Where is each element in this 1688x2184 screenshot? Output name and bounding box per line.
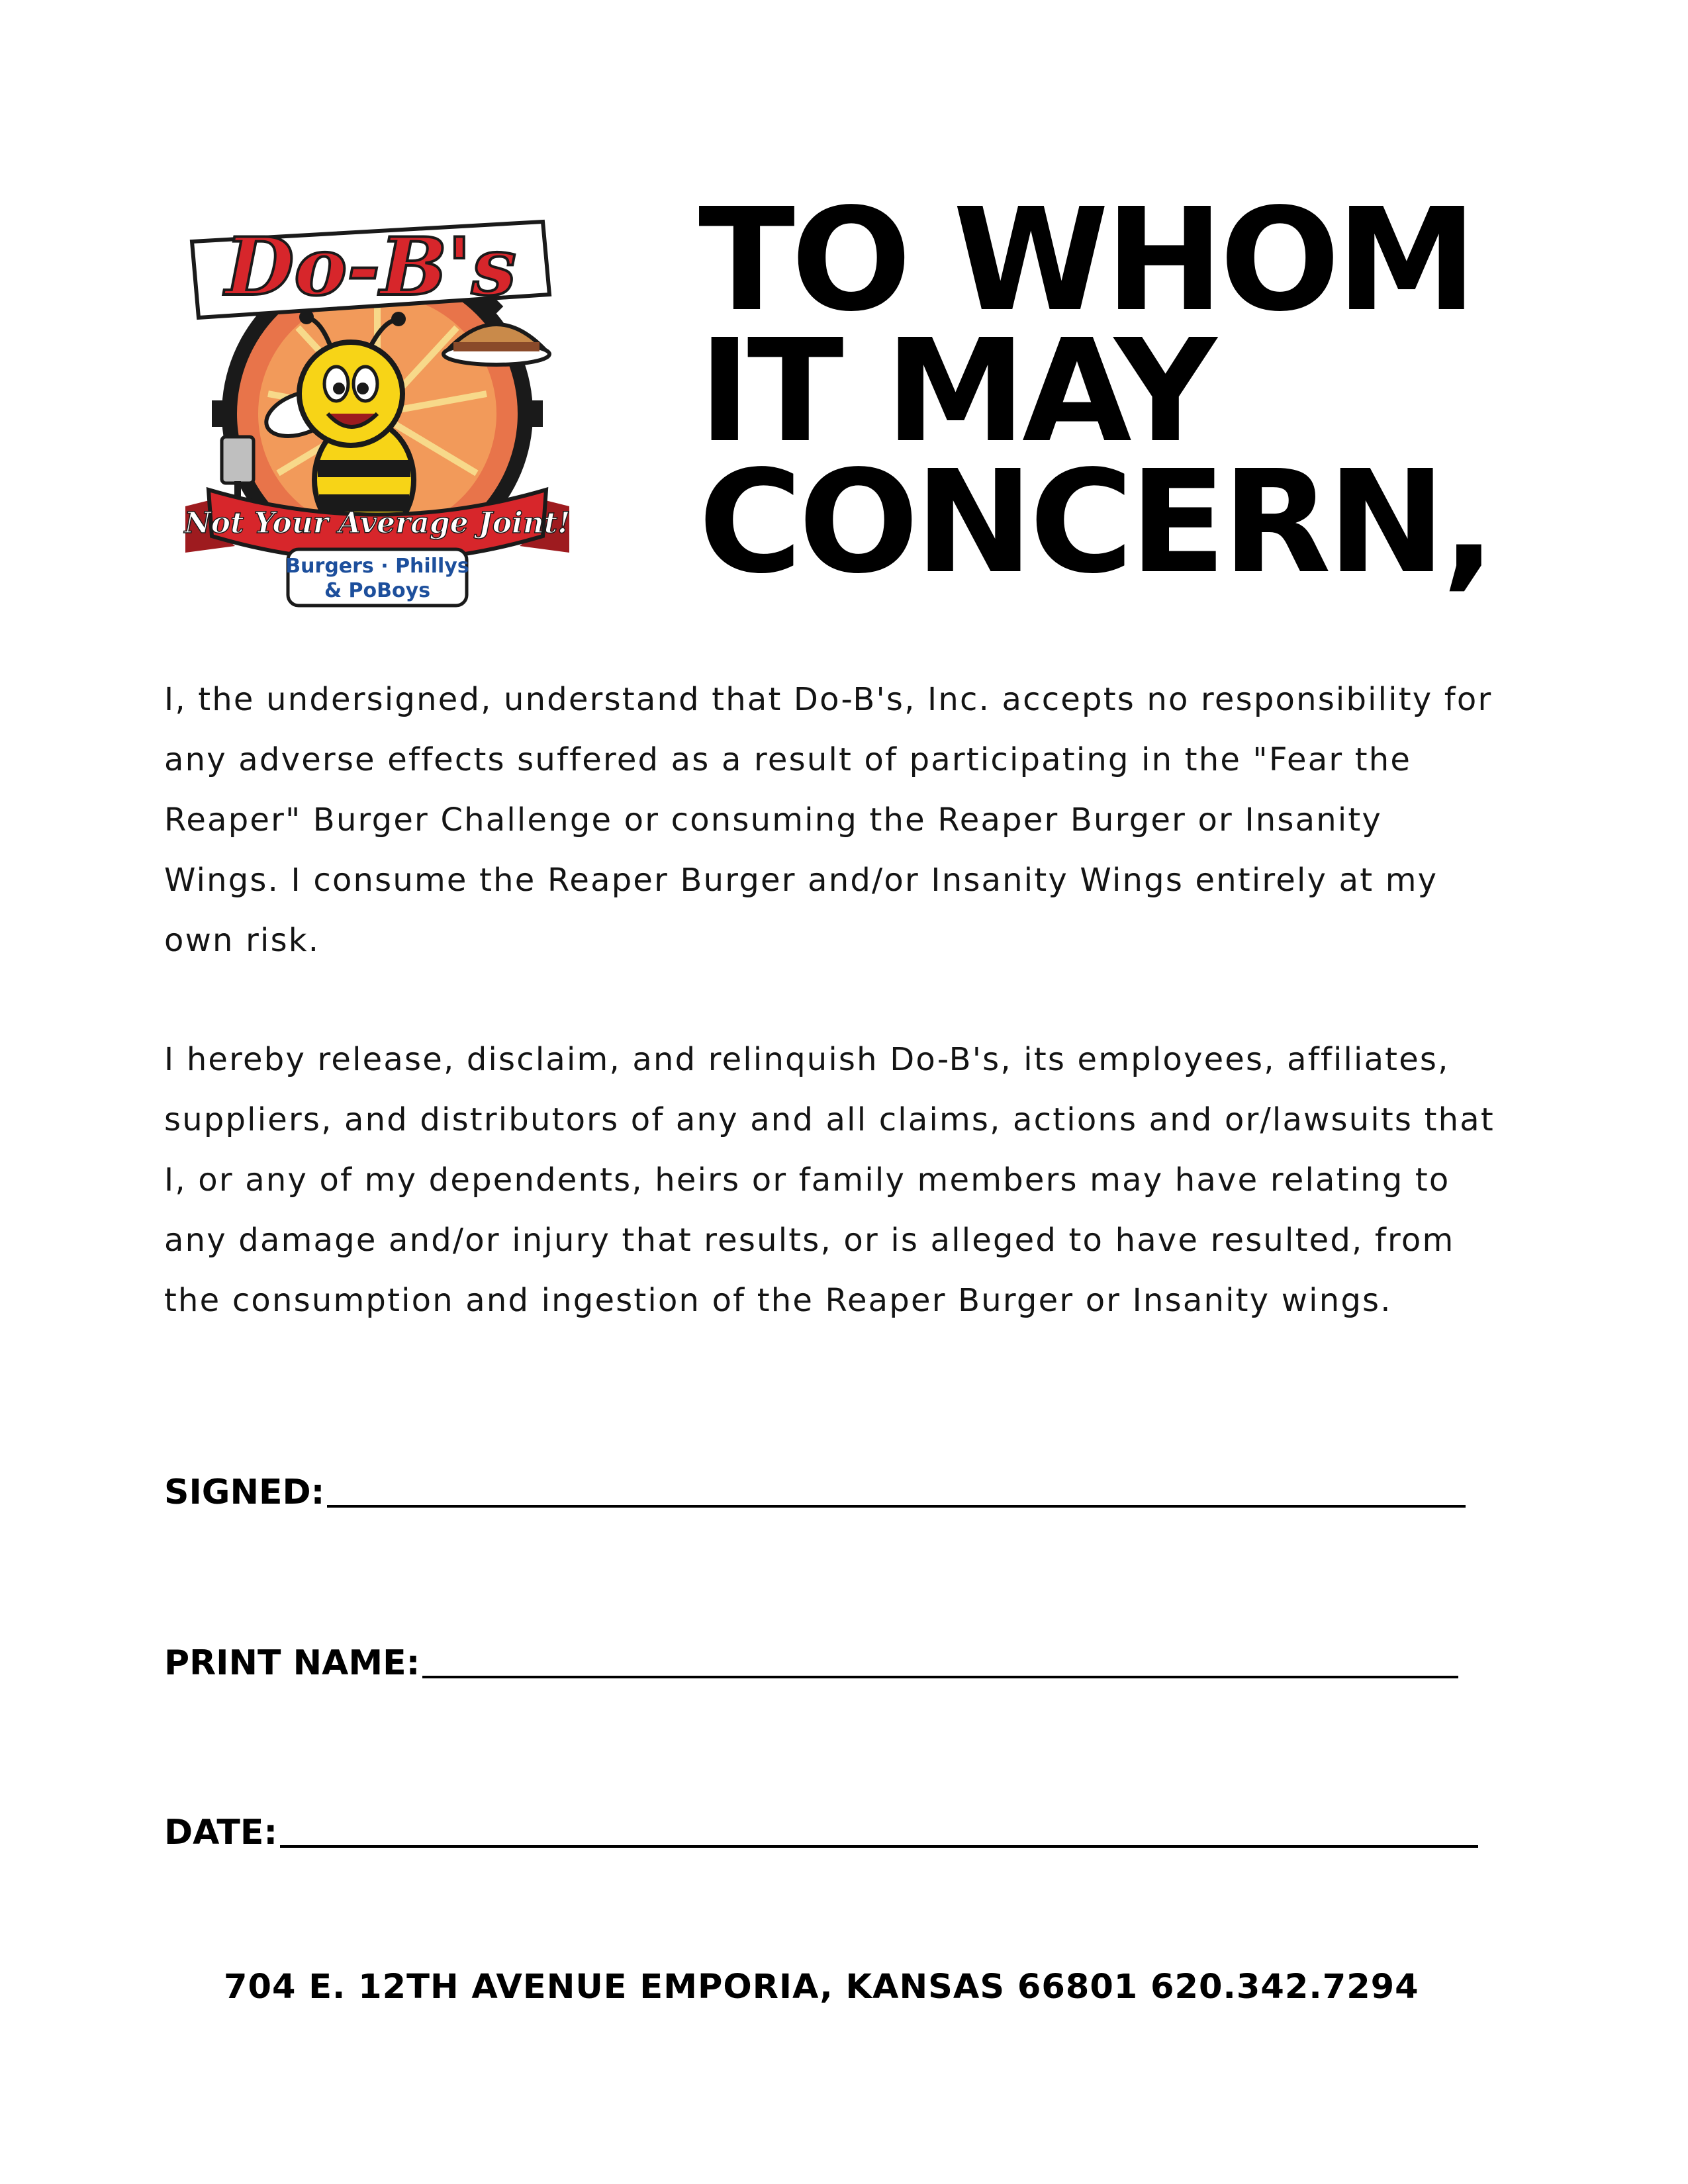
headline-line-3: CONCERN, xyxy=(698,440,1492,605)
paragraph-responsibility: I, the undersigned, understand that Do-B's, Inc. accepts no responsibility for any adverse effects suffered as a result of participating in the "Fear the Reaper" Burger Challenge or consuming the Reaper Burger or Insanity Wings. I consume the Reaper Burger and/or Insanity Wings entirely at my own risk. xyxy=(164,681,1493,959)
date-line[interactable] xyxy=(280,1845,1478,1848)
print-name-label: PRINT NAME: xyxy=(164,1643,420,1683)
paragraph-release: I hereby release, disclaim, and relinquish Do-B's, its employees, affiliates, suppliers, and distributors of any and all claims, actions and or/lawsuits that I, or any of my dependents, heirs or family members may have relating to any damage and/or injury that results, or is alleged to have resulted, from the consumption and ingestion of the Reaper Burger or Insanity wings. xyxy=(164,1041,1495,1319)
print-name-field[interactable] xyxy=(164,1633,1521,1686)
dobs-logo xyxy=(172,195,583,612)
print-name-line[interactable] xyxy=(422,1676,1458,1678)
logo-menu-line2: & PoBoys xyxy=(324,579,431,602)
logo-brand-text: Do-B's xyxy=(225,220,516,314)
headline-line-2: IT MAY xyxy=(698,309,1213,474)
headline xyxy=(698,178,1559,605)
signed-field[interactable] xyxy=(164,1463,1521,1516)
date-label: DATE: xyxy=(164,1813,278,1852)
headline-line-1: TO WHOM xyxy=(698,178,1474,343)
logo-slogan: Not Your Average Joint! xyxy=(184,506,571,540)
footer-address: 704 E. 12TH AVENUE EMPORIA, KANSAS 66801 620.342.7294 xyxy=(224,1968,1419,2007)
signed-line[interactable] xyxy=(327,1505,1466,1508)
date-field[interactable] xyxy=(164,1803,1521,1856)
signed-label: SIGNED: xyxy=(164,1473,325,1512)
logo-menu-line1: Burgers · Phillys xyxy=(285,555,469,578)
